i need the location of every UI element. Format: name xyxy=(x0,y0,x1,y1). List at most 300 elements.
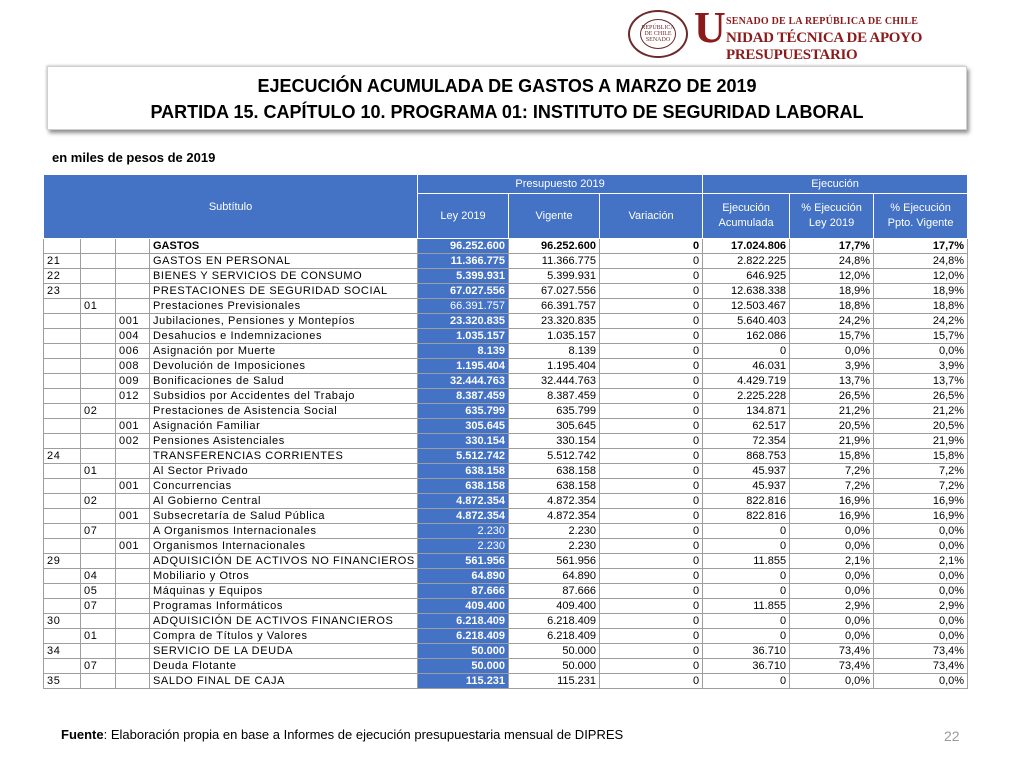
row-subtitulo-code: 21 xyxy=(44,254,81,269)
row-pct-vigente: 0,0% xyxy=(874,629,968,644)
row-subtitulo-code: 24 xyxy=(44,449,81,464)
row-item-code xyxy=(81,419,116,434)
row-ley-2019: 330.154 xyxy=(418,434,509,449)
row-asignacion-code: 001 xyxy=(116,539,150,554)
row-asignacion-code xyxy=(116,554,150,569)
row-variacion: 0 xyxy=(600,254,703,269)
header-ley-2019: Ley 2019 xyxy=(418,194,509,239)
row-ley-2019: 67.027.556 xyxy=(418,284,509,299)
page-number: 22 xyxy=(944,728,960,744)
row-variacion: 0 xyxy=(600,434,703,449)
row-concept: SALDO FINAL DE CAJA xyxy=(150,674,418,689)
row-vigente: 23.320.835 xyxy=(509,314,600,329)
row-subtitulo-code: 35 xyxy=(44,674,81,689)
row-concept: Subsecretaría de Salud Pública xyxy=(150,509,418,524)
row-subtitulo-code xyxy=(44,374,81,389)
row-variacion: 0 xyxy=(600,389,703,404)
row-subtitulo-code xyxy=(44,299,81,314)
row-pct-ley: 0,0% xyxy=(790,629,874,644)
row-concept: Asignación Familiar xyxy=(150,419,418,434)
table-row xyxy=(44,404,968,419)
table-row xyxy=(44,539,968,554)
row-subtitulo-code xyxy=(44,434,81,449)
row-concept: Asignación por Muerte xyxy=(150,344,418,359)
row-ley-2019: 6.218.409 xyxy=(418,614,509,629)
row-variacion: 0 xyxy=(600,584,703,599)
row-pct-ley: 13,7% xyxy=(790,374,874,389)
row-asignacion-code: 001 xyxy=(116,479,150,494)
row-pct-vigente: 7,2% xyxy=(874,464,968,479)
row-subtitulo-code xyxy=(44,464,81,479)
row-ejecucion-acumulada: 5.640.403 xyxy=(703,314,790,329)
header-pct-vig-line2: Ppto. Vigente xyxy=(887,217,954,229)
row-ley-2019: 5.399.931 xyxy=(418,269,509,284)
row-concept: Compra de Títulos y Valores xyxy=(150,629,418,644)
row-pct-vigente: 18,9% xyxy=(874,284,968,299)
table-row xyxy=(44,584,968,599)
table-row xyxy=(44,644,968,659)
header-ejecucion: Ejecución xyxy=(703,175,968,194)
row-item-code: 02 xyxy=(81,494,116,509)
header-variacion: Variación xyxy=(600,194,703,239)
row-subtitulo-code: 22 xyxy=(44,269,81,284)
row-ejecucion-acumulada: 62.517 xyxy=(703,419,790,434)
table-row xyxy=(44,569,968,584)
row-subtitulo-code: 29 xyxy=(44,554,81,569)
row-ley-2019: 8.387.459 xyxy=(418,389,509,404)
row-concept: Concurrencias xyxy=(150,479,418,494)
row-concept: Prestaciones Previsionales xyxy=(150,299,418,314)
row-ley-2019: 6.218.409 xyxy=(418,629,509,644)
row-ejecucion-acumulada: 36.710 xyxy=(703,644,790,659)
row-asignacion-code xyxy=(116,584,150,599)
row-ley-2019: 50.000 xyxy=(418,644,509,659)
seal-text: REPÚBLICA DE CHILE SENADO xyxy=(641,25,675,43)
row-asignacion-code xyxy=(116,284,150,299)
row-variacion: 0 xyxy=(600,419,703,434)
row-item-code xyxy=(81,554,116,569)
row-variacion: 0 xyxy=(600,299,703,314)
row-vigente: 638.158 xyxy=(509,464,600,479)
source-label: Fuente xyxy=(61,727,104,742)
row-vigente: 115.231 xyxy=(509,674,600,689)
row-variacion: 0 xyxy=(600,404,703,419)
row-ejecucion-acumulada: 36.710 xyxy=(703,659,790,674)
row-asignacion-code: 006 xyxy=(116,344,150,359)
row-item-code: 05 xyxy=(81,584,116,599)
table-row xyxy=(44,254,968,269)
row-pct-ley: 16,9% xyxy=(790,494,874,509)
row-ejecucion-acumulada: 162.086 xyxy=(703,329,790,344)
row-pct-vigente: 15,7% xyxy=(874,329,968,344)
row-item-code xyxy=(81,674,116,689)
row-item-code: 02 xyxy=(81,404,116,419)
budget-execution-table xyxy=(43,174,968,689)
row-vigente: 409.400 xyxy=(509,599,600,614)
row-variacion: 0 xyxy=(600,659,703,674)
row-ejecucion-acumulada: 11.855 xyxy=(703,554,790,569)
row-vigente: 50.000 xyxy=(509,644,600,659)
row-variacion: 0 xyxy=(600,344,703,359)
row-ley-2019: 1.035.157 xyxy=(418,329,509,344)
row-ejecucion-acumulada: 45.937 xyxy=(703,464,790,479)
row-variacion: 0 xyxy=(600,314,703,329)
table-row xyxy=(44,659,968,674)
row-vigente: 5.512.742 xyxy=(509,449,600,464)
row-ley-2019: 4.872.354 xyxy=(418,509,509,524)
row-item-code xyxy=(81,644,116,659)
row-subtitulo-code xyxy=(44,569,81,584)
row-pct-ley: 21,2% xyxy=(790,404,874,419)
row-ley-2019: 32.444.763 xyxy=(418,374,509,389)
row-variacion: 0 xyxy=(600,629,703,644)
row-concept: SERVICIO DE LA DEUDA xyxy=(150,644,418,659)
table-header xyxy=(44,175,968,239)
row-ley-2019: 2.230 xyxy=(418,539,509,554)
row-variacion: 0 xyxy=(600,674,703,689)
row-pct-vigente: 2,9% xyxy=(874,599,968,614)
row-pct-vigente: 24,2% xyxy=(874,314,968,329)
row-pct-vigente: 0,0% xyxy=(874,674,968,689)
row-variacion: 0 xyxy=(600,509,703,524)
row-vigente: 50.000 xyxy=(509,659,600,674)
row-pct-ley: 18,8% xyxy=(790,299,874,314)
row-ejecucion-acumulada: 2.822.225 xyxy=(703,254,790,269)
row-asignacion-code: 001 xyxy=(116,419,150,434)
row-ejecucion-acumulada: 12.503.467 xyxy=(703,299,790,314)
row-vigente: 635.799 xyxy=(509,404,600,419)
row-asignacion-code: 001 xyxy=(116,509,150,524)
row-vigente: 67.027.556 xyxy=(509,284,600,299)
row-subtitulo-code xyxy=(44,524,81,539)
row-variacion: 0 xyxy=(600,494,703,509)
row-pct-vigente: 0,0% xyxy=(874,524,968,539)
row-pct-ley: 0,0% xyxy=(790,344,874,359)
row-concept: Pensiones Asistenciales xyxy=(150,434,418,449)
row-item-code xyxy=(81,389,116,404)
row-pct-vigente: 3,9% xyxy=(874,359,968,374)
row-concept: Organismos Internacionales xyxy=(150,539,418,554)
row-subtitulo-code xyxy=(44,239,81,254)
row-pct-vigente: 16,9% xyxy=(874,494,968,509)
row-vigente: 1.035.157 xyxy=(509,329,600,344)
row-ley-2019: 64.890 xyxy=(418,569,509,584)
row-pct-ley: 24,2% xyxy=(790,314,874,329)
table-row xyxy=(44,284,968,299)
row-vigente: 8.387.459 xyxy=(509,389,600,404)
row-asignacion-code xyxy=(116,464,150,479)
row-pct-ley: 21,9% xyxy=(790,434,874,449)
row-concept: Jubilaciones, Pensiones y Montepíos xyxy=(150,314,418,329)
row-item-code xyxy=(81,284,116,299)
units-subtitle: en miles de pesos de 2019 xyxy=(52,150,216,165)
row-asignacion-code xyxy=(116,614,150,629)
row-subtitulo-code: 34 xyxy=(44,644,81,659)
row-item-code xyxy=(81,374,116,389)
row-ley-2019: 561.956 xyxy=(418,554,509,569)
row-variacion: 0 xyxy=(600,464,703,479)
row-variacion: 0 xyxy=(600,374,703,389)
row-asignacion-code: 001 xyxy=(116,314,150,329)
row-ejecucion-acumulada: 0 xyxy=(703,524,790,539)
header-subtitulo: Subtítulo xyxy=(44,175,418,239)
header-presupuesto: Presupuesto 2019 xyxy=(418,175,703,194)
seal-inner-ring xyxy=(640,19,676,49)
table-row xyxy=(44,494,968,509)
row-vigente: 5.399.931 xyxy=(509,269,600,284)
row-vigente: 64.890 xyxy=(509,569,600,584)
row-concept: Prestaciones de Asistencia Social xyxy=(150,404,418,419)
row-ley-2019: 409.400 xyxy=(418,599,509,614)
row-vigente: 87.666 xyxy=(509,584,600,599)
row-vigente: 561.956 xyxy=(509,554,600,569)
row-vigente: 2.230 xyxy=(509,539,600,554)
row-concept: Deuda Flotante xyxy=(150,659,418,674)
row-pct-vigente: 0,0% xyxy=(874,584,968,599)
row-pct-ley: 0,0% xyxy=(790,569,874,584)
row-item-code: 04 xyxy=(81,569,116,584)
logo-senado-text: SENADO DE LA REPÚBLICA DE CHILE xyxy=(726,16,919,27)
row-pct-vigente: 2,1% xyxy=(874,554,968,569)
header-pct-ley-line1: % Ejecución xyxy=(801,202,862,214)
row-pct-ley: 7,2% xyxy=(790,479,874,494)
slide-title-line1: EJECUCIÓN ACUMULADA DE GASTOS A MARZO DE 2019 xyxy=(257,76,757,96)
row-ejecucion-acumulada: 868.753 xyxy=(703,449,790,464)
row-item-code xyxy=(81,479,116,494)
row-item-code xyxy=(81,509,116,524)
row-ejecucion-acumulada: 134.871 xyxy=(703,404,790,419)
row-vigente: 4.872.354 xyxy=(509,494,600,509)
table-row xyxy=(44,614,968,629)
row-variacion: 0 xyxy=(600,569,703,584)
row-pct-ley: 16,9% xyxy=(790,509,874,524)
row-ejecucion-acumulada: 0 xyxy=(703,584,790,599)
table-row xyxy=(44,344,968,359)
row-subtitulo-code: 30 xyxy=(44,614,81,629)
source-text: : Elaboración propia en base a Informes de ejecución presupuestaria mensual de DIPRES xyxy=(103,727,624,742)
table-row xyxy=(44,434,968,449)
row-ejecucion-acumulada: 0 xyxy=(703,569,790,584)
row-item-code xyxy=(81,539,116,554)
row-pct-vigente: 12,0% xyxy=(874,269,968,284)
row-ley-2019: 638.158 xyxy=(418,464,509,479)
row-variacion: 0 xyxy=(600,539,703,554)
row-variacion: 0 xyxy=(600,449,703,464)
row-asignacion-code xyxy=(116,239,150,254)
row-asignacion-code: 002 xyxy=(116,434,150,449)
row-item-code: 01 xyxy=(81,629,116,644)
row-concept: PRESTACIONES DE SEGURIDAD SOCIAL xyxy=(150,284,418,299)
header-ejec-acum-line2: Acumulada xyxy=(718,217,774,229)
row-vigente: 330.154 xyxy=(509,434,600,449)
table-body xyxy=(44,239,968,689)
row-pct-vigente: 0,0% xyxy=(874,539,968,554)
row-ejecucion-acumulada: 646.925 xyxy=(703,269,790,284)
table-row xyxy=(44,374,968,389)
row-concept: Subsidios por Accidentes del Trabajo xyxy=(150,389,418,404)
row-ley-2019: 5.512.742 xyxy=(418,449,509,464)
row-vigente: 638.158 xyxy=(509,479,600,494)
row-subtitulo-code xyxy=(44,359,81,374)
row-subtitulo-code xyxy=(44,419,81,434)
row-ley-2019: 11.366.775 xyxy=(418,254,509,269)
row-concept: Mobiliario y Otros xyxy=(150,569,418,584)
row-subtitulo-code xyxy=(44,344,81,359)
row-subtitulo-code xyxy=(44,389,81,404)
table-row xyxy=(44,269,968,284)
row-ley-2019: 2.230 xyxy=(418,524,509,539)
logo-letter-u: U xyxy=(694,3,726,52)
row-pct-vigente: 21,9% xyxy=(874,434,968,449)
row-ley-2019: 96.252.600 xyxy=(418,239,509,254)
row-asignacion-code xyxy=(116,449,150,464)
row-ejecucion-acumulada: 45.937 xyxy=(703,479,790,494)
row-pct-ley: 73,4% xyxy=(790,659,874,674)
row-variacion: 0 xyxy=(600,329,703,344)
row-asignacion-code xyxy=(116,269,150,284)
row-ejecucion-acumulada: 46.031 xyxy=(703,359,790,374)
row-pct-ley: 0,0% xyxy=(790,674,874,689)
row-pct-vigente: 0,0% xyxy=(874,569,968,584)
row-asignacion-code xyxy=(116,524,150,539)
row-ley-2019: 1.195.404 xyxy=(418,359,509,374)
row-asignacion-code xyxy=(116,404,150,419)
row-pct-ley: 2,9% xyxy=(790,599,874,614)
header-pct-vig-line1: % Ejecución xyxy=(890,202,951,214)
row-item-code xyxy=(81,359,116,374)
row-ejecucion-acumulada: 2.225.228 xyxy=(703,389,790,404)
table-row xyxy=(44,299,968,314)
row-concept: TRANSFERENCIAS CORRIENTES xyxy=(150,449,418,464)
row-ley-2019: 638.158 xyxy=(418,479,509,494)
table-row xyxy=(44,359,968,374)
row-concept: ADQUISICIÓN DE ACTIVOS NO FINANCIEROS xyxy=(150,554,418,569)
row-concept: GASTOS EN PERSONAL xyxy=(150,254,418,269)
row-subtitulo-code xyxy=(44,314,81,329)
source-note xyxy=(61,727,623,742)
table-row xyxy=(44,464,968,479)
row-item-code: 07 xyxy=(81,599,116,614)
row-ejecucion-acumulada: 0 xyxy=(703,614,790,629)
row-pct-vigente: 7,2% xyxy=(874,479,968,494)
row-asignacion-code xyxy=(116,494,150,509)
row-vigente: 32.444.763 xyxy=(509,374,600,389)
row-ley-2019: 115.231 xyxy=(418,674,509,689)
row-ejecucion-acumulada: 822.816 xyxy=(703,509,790,524)
row-ley-2019: 4.872.354 xyxy=(418,494,509,509)
row-ejecucion-acumulada: 11.855 xyxy=(703,599,790,614)
row-item-code xyxy=(81,314,116,329)
row-ejecucion-acumulada: 0 xyxy=(703,539,790,554)
row-item-code xyxy=(81,344,116,359)
table-row xyxy=(44,419,968,434)
row-asignacion-code xyxy=(116,659,150,674)
row-pct-vigente: 0,0% xyxy=(874,344,968,359)
row-pct-ley: 15,8% xyxy=(790,449,874,464)
row-concept: Programas Informáticos xyxy=(150,599,418,614)
row-asignacion-code xyxy=(116,299,150,314)
row-concept: Bonificaciones de Salud xyxy=(150,374,418,389)
row-asignacion-code xyxy=(116,569,150,584)
row-asignacion-code: 008 xyxy=(116,359,150,374)
row-subtitulo-code xyxy=(44,539,81,554)
row-variacion: 0 xyxy=(600,284,703,299)
row-pct-ley: 2,1% xyxy=(790,554,874,569)
row-ejecucion-acumulada: 0 xyxy=(703,629,790,644)
row-variacion: 0 xyxy=(600,239,703,254)
row-concept: GASTOS xyxy=(150,239,418,254)
table-row xyxy=(44,524,968,539)
row-subtitulo-code xyxy=(44,599,81,614)
row-vigente: 305.645 xyxy=(509,419,600,434)
row-variacion: 0 xyxy=(600,524,703,539)
row-pct-ley: 18,9% xyxy=(790,284,874,299)
row-ley-2019: 23.320.835 xyxy=(418,314,509,329)
row-concept: BIENES Y SERVICIOS DE CONSUMO xyxy=(150,269,418,284)
row-ejecucion-acumulada: 4.429.719 xyxy=(703,374,790,389)
row-asignacion-code xyxy=(116,254,150,269)
row-subtitulo-code xyxy=(44,329,81,344)
row-item-code xyxy=(81,269,116,284)
row-vigente: 1.195.404 xyxy=(509,359,600,374)
table-row xyxy=(44,389,968,404)
row-variacion: 0 xyxy=(600,479,703,494)
table-total-row xyxy=(44,239,968,254)
table-row xyxy=(44,554,968,569)
row-subtitulo-code xyxy=(44,509,81,524)
row-pct-ley: 26,5% xyxy=(790,389,874,404)
row-vigente: 8.139 xyxy=(509,344,600,359)
row-pct-vigente: 24,8% xyxy=(874,254,968,269)
row-concept: Al Gobierno Central xyxy=(150,494,418,509)
row-variacion: 0 xyxy=(600,554,703,569)
slide-title-box xyxy=(47,66,967,130)
table-row xyxy=(44,449,968,464)
row-vigente: 96.252.600 xyxy=(509,239,600,254)
row-item-code xyxy=(81,449,116,464)
row-item-code xyxy=(81,614,116,629)
row-ejecucion-acumulada: 0 xyxy=(703,674,790,689)
row-pct-ley: 12,0% xyxy=(790,269,874,284)
row-pct-vigente: 20,5% xyxy=(874,419,968,434)
row-concept: A Organismos Internacionales xyxy=(150,524,418,539)
header-pct-ley xyxy=(790,194,874,239)
row-asignacion-code xyxy=(116,629,150,644)
row-pct-ley: 73,4% xyxy=(790,644,874,659)
row-vigente: 4.872.354 xyxy=(509,509,600,524)
row-asignacion-code xyxy=(116,599,150,614)
table-row xyxy=(44,509,968,524)
logo-unidad-text: NIDAD TÉCNICA DE APOYO PRESUPUESTARIO xyxy=(726,30,923,63)
row-asignacion-code: 009 xyxy=(116,374,150,389)
row-asignacion-code: 012 xyxy=(116,389,150,404)
row-pct-ley: 3,9% xyxy=(790,359,874,374)
row-asignacion-code xyxy=(116,644,150,659)
row-pct-vigente: 26,5% xyxy=(874,389,968,404)
row-item-code: 07 xyxy=(81,659,116,674)
row-subtitulo-code xyxy=(44,629,81,644)
row-pct-vigente: 15,8% xyxy=(874,449,968,464)
row-pct-ley: 0,0% xyxy=(790,614,874,629)
row-concept: ADQUISICIÓN DE ACTIVOS FINANCIEROS xyxy=(150,614,418,629)
row-pct-vigente: 73,4% xyxy=(874,644,968,659)
row-vigente: 66.391.757 xyxy=(509,299,600,314)
header-vigente: Vigente xyxy=(509,194,600,239)
row-subtitulo-code xyxy=(44,659,81,674)
row-variacion: 0 xyxy=(600,269,703,284)
header-ejec-acum-line1: Ejecución xyxy=(722,202,770,214)
table-row xyxy=(44,314,968,329)
